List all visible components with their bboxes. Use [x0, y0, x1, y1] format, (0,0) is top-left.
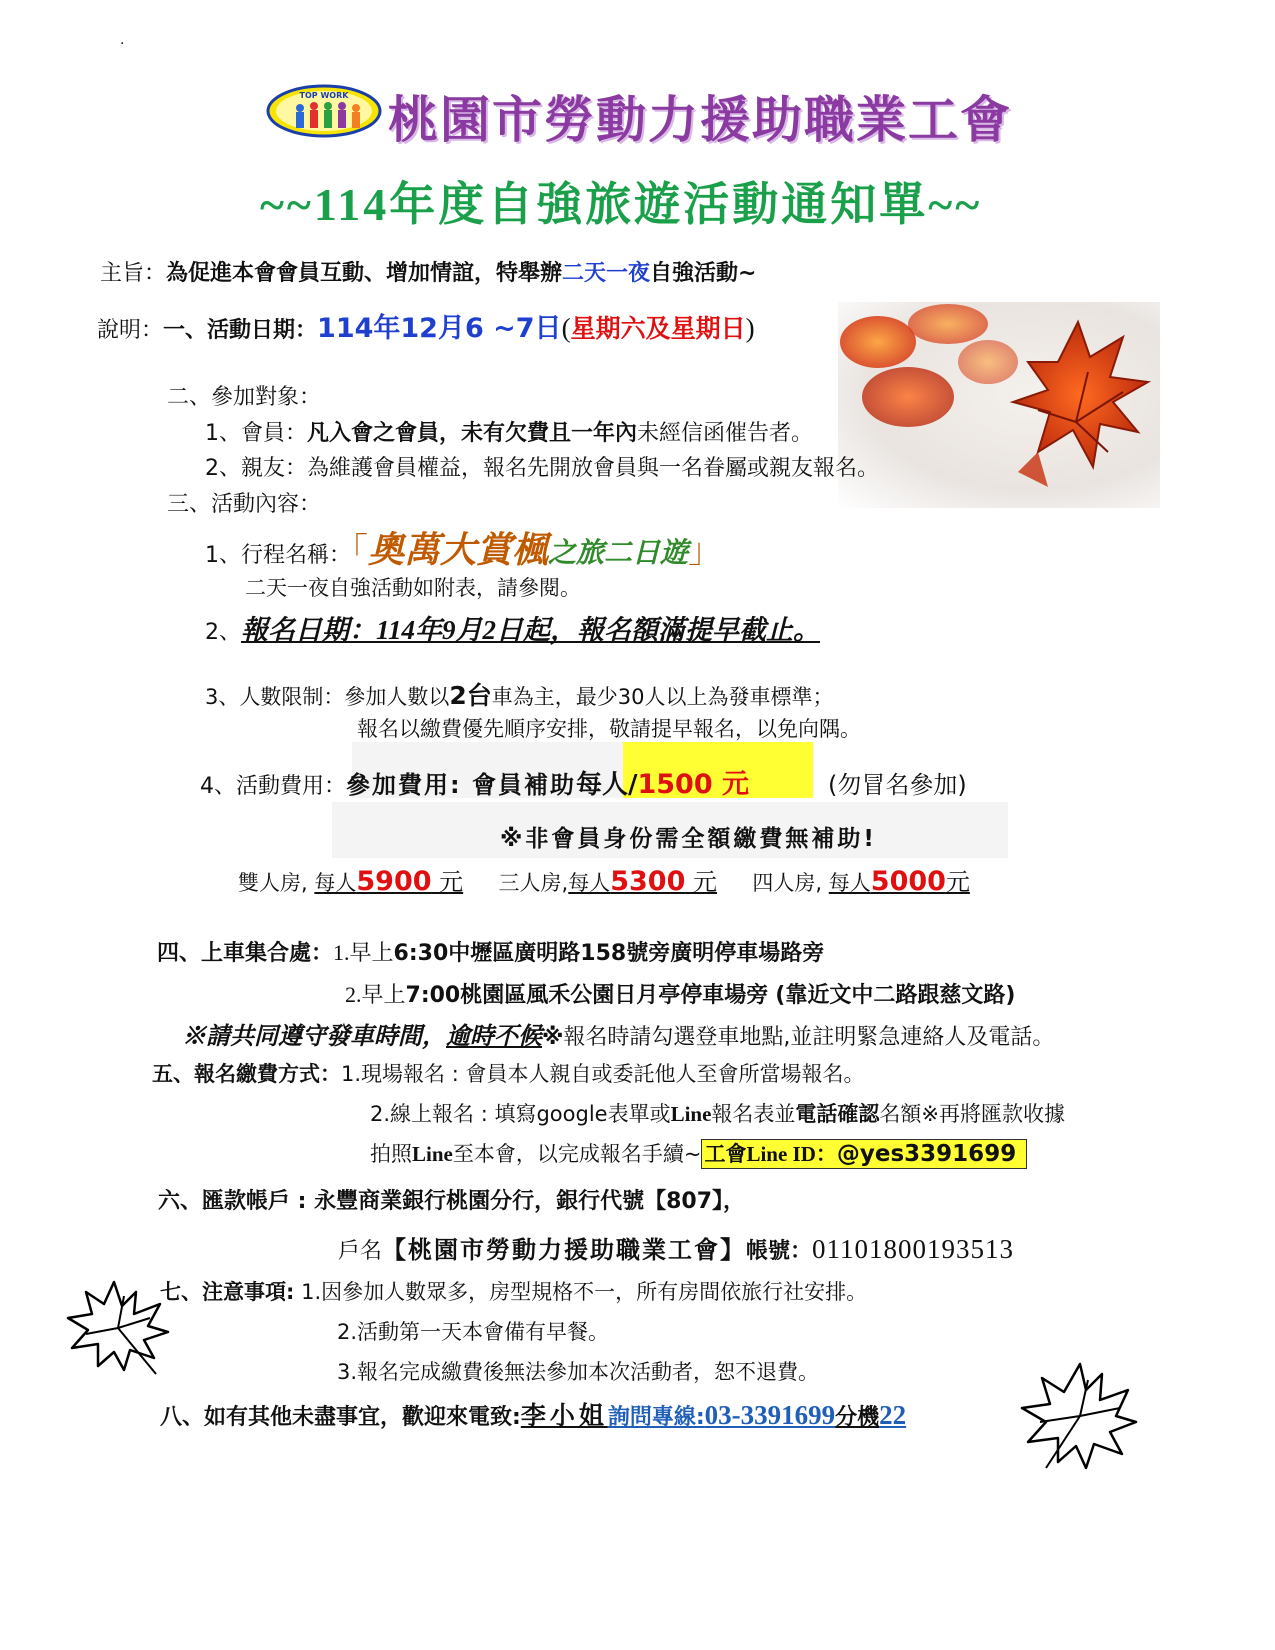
section4-heading: 四、上車集合處： — [157, 941, 334, 966]
signup-online-e: 名額※再將匯款收據 — [879, 1102, 1066, 1126]
limit-line — [205, 676, 834, 712]
org-title: 桃園市勞動力援助職業工會 — [388, 91, 1012, 149]
room-triple — [498, 866, 724, 897]
room-unit: 元 — [431, 868, 464, 896]
note-item: 3.報名完成繳費後無法參加本次活動者，恕不退費。 — [337, 1360, 820, 1384]
limit-bus: 2台 — [449, 681, 492, 710]
contact-line — [160, 1396, 906, 1432]
room-prices — [238, 862, 970, 897]
member-condition-tail: 未經信函催告者。 — [637, 421, 814, 446]
fee-bold: 參加費用: 會員補助 — [346, 771, 576, 799]
hotline-phone: 03-3391699 — [704, 1400, 836, 1430]
trip-close-bracket: 」 — [688, 531, 723, 571]
date-close-paren: ) — [745, 313, 755, 343]
signup-photo-line: Line — [412, 1142, 453, 1166]
room-price: 5300 — [610, 866, 686, 897]
event-days: 星期六及星期日 — [570, 314, 746, 343]
maple-leaves-photo — [838, 302, 1160, 508]
bank-info: 永豐商業銀行桃園分行，銀行代號【807】， — [314, 1189, 746, 1214]
room-price: 5900 — [356, 866, 432, 897]
bank-line — [158, 1184, 745, 1215]
room-quad — [752, 866, 970, 897]
purpose-text1: 為促進本會會員互動、增加情誼，特舉辦 — [166, 261, 563, 286]
section2-heading: 二、參加對象： — [167, 385, 322, 410]
signup-online-c: 報名表並 — [711, 1102, 796, 1126]
section2-line1 — [205, 416, 813, 447]
trip-label: 1、行程名稱： — [205, 543, 351, 568]
hotline-label: 詢問專線: — [607, 1405, 705, 1430]
notes-line1 — [160, 1276, 867, 1306]
signup-line2 — [370, 1098, 1065, 1128]
date-label: 一、活動日期： — [163, 318, 318, 343]
warning-a: ※請共同遵守發車時間， — [182, 1024, 446, 1050]
ext-number: 22 — [879, 1400, 907, 1430]
warning-d: 報名時請勾選登車地點,並註明緊急連絡人及電話。 — [563, 1025, 1055, 1050]
note-item: 1.因參加人數眾多，房型規格不一，所有房間依旅行社安排。 — [301, 1280, 868, 1304]
signup-online-line: Line — [670, 1102, 712, 1126]
stop1-time: 6:30 — [393, 941, 449, 966]
account-name-label: 戶名 — [338, 1239, 383, 1264]
registration-line — [205, 608, 820, 647]
section5-heading: 五、報名繳費方式： — [152, 1062, 341, 1086]
stop2-time: 7:00 — [405, 983, 461, 1008]
stop1-num: 1.早上 — [333, 940, 394, 965]
section2-line2: 2、親友：為維護會員權益，報名先開放會員與一名眷屬或親友報名。 — [205, 456, 879, 481]
signup-online-phone: 電話確認 — [795, 1102, 880, 1126]
account-name: 【桃園市勞動力援助職業工會】 — [382, 1236, 747, 1264]
pickup-line1 — [157, 936, 824, 967]
trip-name-sub: 之旅二日遊 — [548, 538, 689, 569]
trip-name-line — [205, 522, 722, 573]
limit-a: 3、人數限制：參加人數以 — [205, 685, 450, 709]
trip-note: 二天一夜自強活動如附表，請參閱。 — [245, 576, 581, 600]
signup-line3 — [370, 1138, 1027, 1168]
desc-label: 說明： — [97, 318, 164, 343]
maple-leaf-outline-right — [1018, 1360, 1138, 1472]
stop2-place: 桃園區風禾公園日月亭停車場旁 — [460, 983, 769, 1008]
warning-mark: ※ — [542, 1025, 564, 1050]
fee-line — [200, 762, 749, 801]
purpose-text2: 自強活動~ — [650, 261, 757, 286]
section7-heading: 七、注意事項: — [160, 1280, 295, 1304]
fee-note: (勿冒名參加) — [828, 771, 967, 799]
maple-leaf-outline-left — [64, 1278, 172, 1378]
section6-heading: 六、匯款帳戶 : — [158, 1189, 315, 1214]
departure-warning — [182, 1016, 1054, 1051]
account-number: 01101800193513 — [812, 1234, 1015, 1264]
room-price-group — [828, 866, 970, 897]
room-unit: 元 — [945, 868, 970, 896]
registration-date: 報名日期：114年9月2日起，報名額滿提早截止。 — [241, 615, 821, 645]
logo-text: TOP WORK — [299, 91, 349, 100]
stop1-place: 中壢區廣明路158號旁廣明停車場路旁 — [448, 941, 825, 966]
member-label: 1、會員： — [205, 421, 307, 446]
ext-label: 分機 — [835, 1405, 880, 1430]
note-item: 2.活動第一天本會備有早餐。 — [337, 1320, 610, 1344]
account-number-label: 帳號： — [746, 1239, 813, 1264]
room-per: 每人 — [314, 871, 357, 895]
room-unit: 元 — [685, 868, 718, 896]
purpose-highlight: 二天一夜 — [562, 261, 651, 286]
date-open-paren: ( — [561, 313, 571, 343]
trip-open-bracket: 「 — [351, 531, 368, 571]
room-type: 雙人房, — [238, 871, 308, 895]
signup-photo-c: 至本會，以完成報名手續~ — [452, 1142, 702, 1166]
purpose-line — [100, 256, 756, 287]
fee-label: 4、活動費用： — [200, 774, 346, 799]
room-price: 5000 — [870, 866, 946, 897]
nonmember-note: ※非會員身份需全額繳費無補助! — [500, 826, 877, 852]
trip-name-main: 奧萬大賞楓 — [368, 530, 549, 570]
stop2-num: 2.早上 — [345, 982, 406, 1007]
limit-line2: 報名以繳費優先順序安排，敬請提早報名，以免向隅。 — [357, 717, 861, 741]
room-per: 每人 — [568, 871, 611, 895]
signup-line1 — [152, 1058, 864, 1088]
signup-photo-a: 拍照 — [370, 1142, 412, 1166]
member-condition: 凡入會之會員，未有欠費且一年內 — [307, 421, 638, 446]
stop2-note: (靠近文中二路跟慈文路) — [775, 983, 1016, 1008]
date-line — [97, 306, 755, 345]
signup-online-a: 2.線上報名 : 填寫google表單或 — [370, 1102, 671, 1126]
limit-c: 車為主，最少30人以上為發車標準； — [491, 685, 834, 709]
room-per: 每人 — [828, 871, 871, 895]
room-type: 三人房, — [498, 871, 569, 895]
section3-heading: 三、活動內容： — [167, 492, 322, 517]
warning-late: 逾時不候 — [446, 1024, 542, 1050]
line-id: @yes3391699 — [836, 1141, 1017, 1167]
notice-title: ~~114年度自強旅遊活動通知單~~ — [260, 179, 983, 230]
event-date: 114年12月6 ~7日 — [317, 313, 562, 344]
fee-per-person: 每人/ — [575, 770, 638, 800]
line-id-box — [701, 1139, 1027, 1169]
corner-dot: . — [120, 32, 125, 48]
line-id-label: 工會Line ID： — [704, 1142, 837, 1166]
contact-person: 李小姐 — [520, 1403, 608, 1430]
account-line — [338, 1230, 1014, 1265]
contact-text: 八、如有其他未盡事宜，歡迎來電致: — [160, 1405, 521, 1430]
registration-num: 2、 — [205, 620, 241, 645]
union-logo — [266, 84, 382, 138]
room-double — [238, 866, 470, 897]
purpose-label: 主旨： — [100, 261, 167, 286]
room-price-group — [314, 866, 464, 897]
pickup-line2 — [345, 978, 1015, 1009]
room-type: 四人房, — [752, 871, 823, 895]
fee-amount: 1500 元 — [637, 769, 749, 800]
signup-onsite: 1.現場報名 : 會員本人親自或委託他人至會所當場報名。 — [341, 1062, 865, 1086]
room-price-group — [568, 866, 718, 897]
